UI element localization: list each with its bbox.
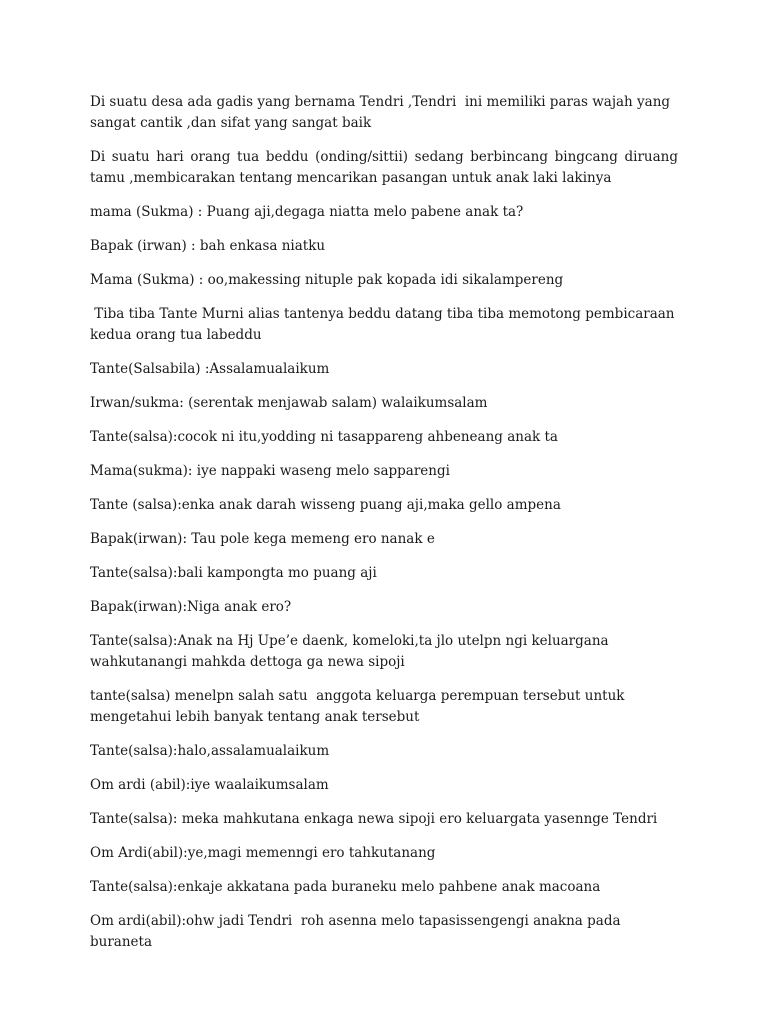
dialogue-line: Tante(salsa):halo,assalamualaikum <box>90 743 330 759</box>
dialogue-line: Om ardi (abil):iye waalaikumsalam <box>90 777 329 793</box>
dialogue-line: Tante(salsa):Anak na Hj Upe’e daenk, komeloki,ta jlo utelpn ngi keluargana wahkutanangi mahkda dettoga ga newa sipoji <box>90 633 613 670</box>
dialogue-line: Tante (salsa):enka anak darah wisseng puang aji,maka gello ampena <box>90 497 561 513</box>
dialogue-line: Tante(salsa): meka mahkutana enkaga newa sipoji ero keluargata yasennge Tendri <box>90 811 658 827</box>
dialogue-line: Tante(salsa):cocok ni itu,yodding ni tasappareng ahbeneang anak ta <box>90 429 558 445</box>
document-body <box>90 92 683 966</box>
dialogue-line: Tante(salsa):enkaje akkatana pada buraneku melo pahbene anak macoana <box>90 879 601 895</box>
dialogue-line: Tante(Salsabila) :Assalamualaikum <box>90 361 330 377</box>
dialogue-line: Mama (Sukma) : oo,makessing nituple pak kopada idi sikalampereng <box>90 272 564 288</box>
paragraph-intro: Di suatu desa ada gadis yang bernama Tendri ,Tendri ini memiliki paras wajah yang sangat cantik ,dan sifat yang sangat baik <box>90 94 675 131</box>
dialogue-line: Mama(sukma): iye nappaki waseng melo sapparengi <box>90 463 450 479</box>
dialogue-line: Om Ardi(abil):ye,magi memenngi ero tahkutanang <box>90 845 436 861</box>
dialogue-line: Bapak (irwan) : bah enkasa niatku <box>90 238 326 254</box>
dialogue-line: mama (Sukma) : Puang aji,degaga niatta melo pabene anak ta? <box>90 204 524 220</box>
dialogue-line: Bapak(irwan):Niga anak ero? <box>90 599 292 615</box>
paragraph-narration: tante(salsa) menelpn salah satu anggota keluarga perempuan tersebut untuk mengetahui lebih banyak tentang anak tersebut <box>90 688 629 725</box>
dialogue-line: Bapak(irwan): Tau pole kega memeng ero nanak e <box>90 531 435 547</box>
paragraph-narration: Tiba tiba Tante Murni alias tantenya beddu datang tiba tiba memotong pembicaraan kedua orang tua labeddu <box>90 306 679 343</box>
dialogue-line: Tante(salsa):bali kampongta mo puang aji <box>90 565 377 581</box>
paragraph-setting: Di suatu hari orang tua beddu (onding/sittii) sedang berbincang bingcang diruang tamu ,membicarakan tentang mencarikan pasangan untuk anak laki lakinya <box>90 149 683 186</box>
dialogue-line: Irwan/sukma: (serentak menjawab salam) walaikumsalam <box>90 395 488 411</box>
dialogue-line: Om ardi(abil):ohw jadi Tendri roh asenna melo tapasissengengi anakna pada buraneta <box>90 913 625 950</box>
